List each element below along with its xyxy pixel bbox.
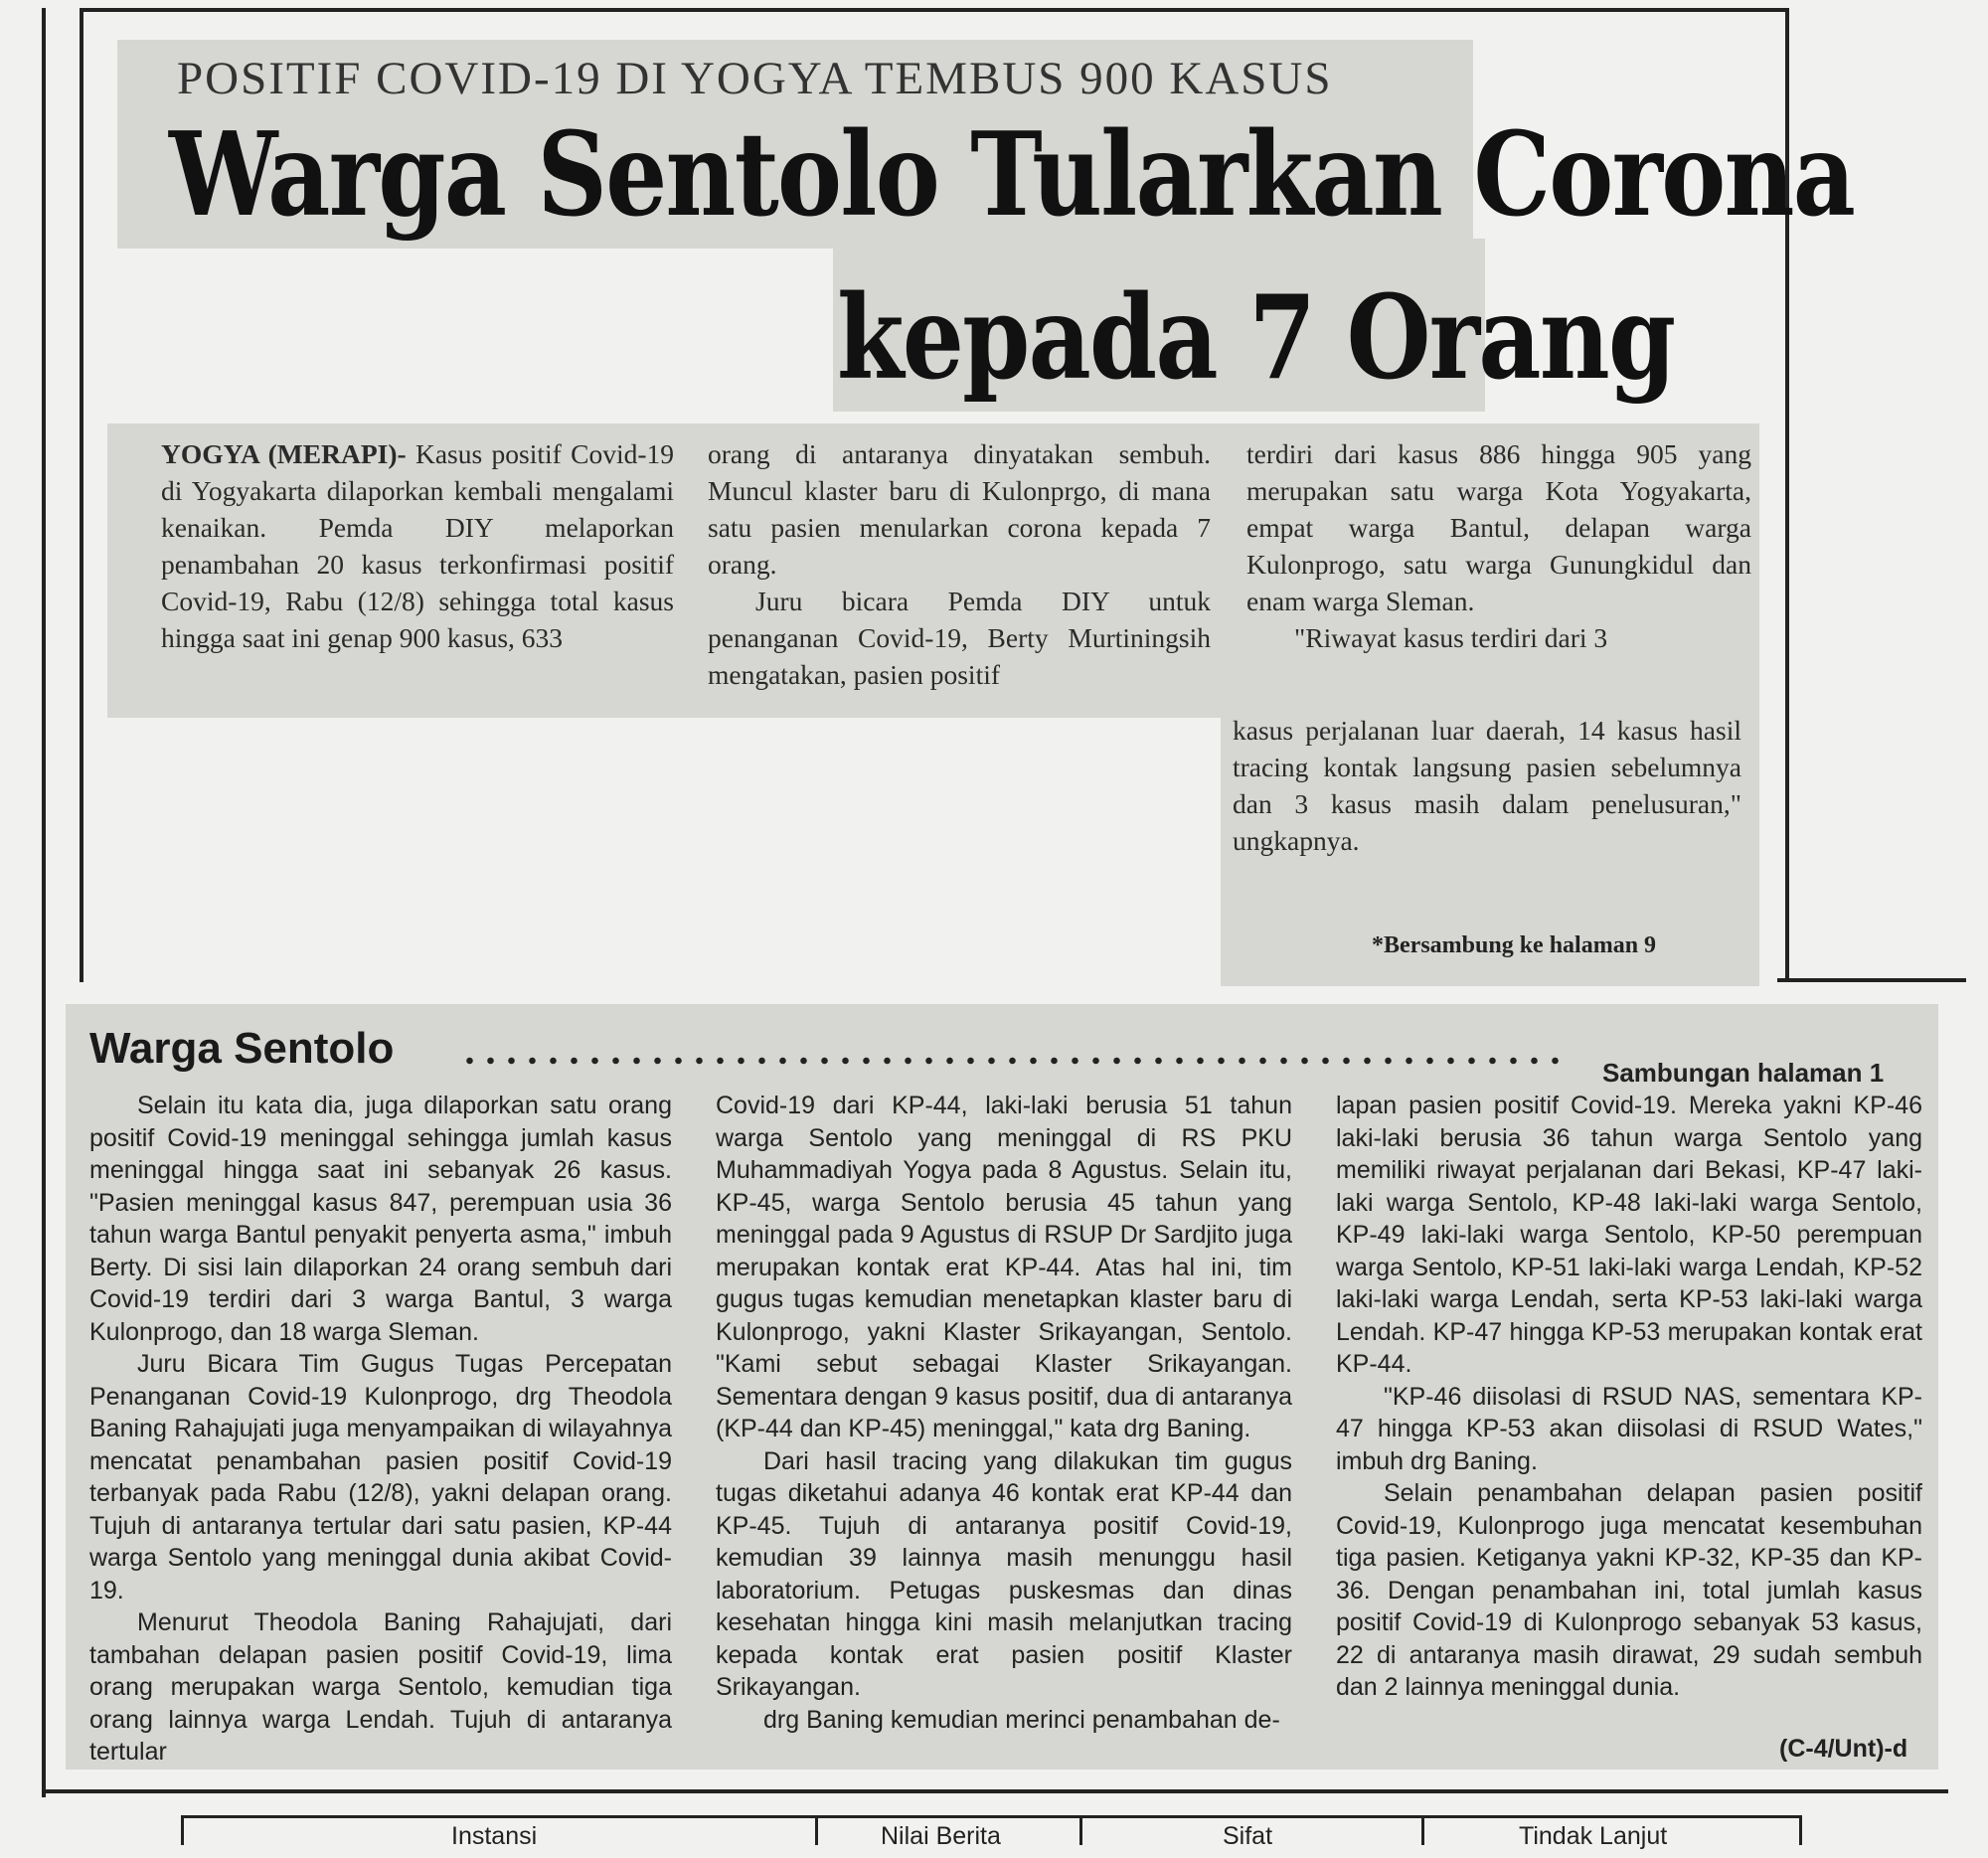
cont-col3-p3: Selain penambahan delapan pasien positif Covid-19, Kulonprogo juga mencatat kesembuhan tiga pasien. Ketiganya yakni KP-32, KP-35 dan KP-36. Dengan penambahan ini, total jumlah kasus positif Covid-19 di Kulonprogo sebanyak 53 kasus, 22 di antaranya masih dirawat, 29 sudah sembuh dan 2 lainnya meninggal dunia. [1336,1479,1922,1701]
continuation-column-2 [716,1090,1292,1736]
table-divider [1799,1815,1802,1845]
article-kicker: POSITIF COVID-19 DI YOGYA TEMBUS 900 KASUS [177,53,1333,104]
table-divider [1421,1815,1424,1845]
cont-col2-p1: Covid-19 dari KP-44, laki-laki berusia 51 tahun warga Sentolo yang meninggal di RS PKU Muhammadiyah Yogya pada 8 Agustus. Selain itu, KP-45, warga Sentolo berusia 45 tahun yang meninggal pada 9 Agustus di RSUP Dr Sardjito juga merupakan kontak erat KP-44. Atas hal ini, tim gugus tugas kemudian menetapkan klaster baru di Kulonprogo, yakni Klaster Srikayangan, Sentolo. "Kami sebut sebagai Klaster Srikayangan. Sementara dengan 9 kasus positif, dua di antaranya (KP-44 dan KP-45) meninggal," kata drg Baning. [716,1092,1292,1442]
continuation-title: Warga Sentolo [89,1024,395,1073]
cont-col3-p2: "KP-46 diisolasi di RSUD NAS, sementara KP-47 hingga KP-53 akan diisolasi di RSUD Wates," imbuh drg Baning. [1336,1382,1922,1475]
article-col3-p2: "Riwayat kasus terdiri dari 3 [1294,622,1608,653]
continuation-from-page: Sambungan halaman 1 [1602,1058,1885,1088]
table-header-instansi: Instansi [451,1822,538,1850]
cont-col1-p1: Selain itu kata dia, juga dilaporkan satu orang positif Covid-19 meninggal sehingga jumlah kasus meninggal hingga saat ini sebanyak 26 kasus. "Pasien meninggal kasus 847, perempuan usia 36 tahun warga Bantul penyakit penyerta asma," imbuh Berty. Di sisi lain dilaporkan 24 orang sembuh dari Covid-19 terdiri dari 3 warga Bantul, 3 warga Kulonprogo, dan 18 warga Sleman. [89,1092,672,1346]
article-col3-p1: terdiri dari kasus 886 hingga 905 yang merupakan satu warga Kota Yogyakarta, empat warga Bantul, delapan warga Kulonprogo, satu warga Gunungkidul dan enam warga Sleman. [1246,438,1751,616]
article-col2-p1: orang di antaranya dinyatakan sembuh. Muncul klaster baru di Kulonprgo, di mana satu pasien menularkan corona kepada 7 orang. [708,438,1211,580]
table-divider [1079,1815,1082,1845]
article-column-3 [1246,435,1751,656]
continued-note: *Bersambung ke halaman 9 [1372,932,1657,958]
cont-col2-p2: Dari hasil tracing yang dilakukan tim gugus tugas diketahui adanya 46 kontak erat KP-44 dan KP-45. Tujuh di antaranya positif Covid-19, kemudian 39 lainnya masih menunggu hasil laboratorium. Petugas puskesmas dan dinas kesehatan hingga kini masih melanjutkan tracing kepada kontak erat pasien positif Klaster Srikayangan. [716,1446,1292,1701]
article-headline-line2: kepada 7 Orang [837,270,1675,406]
cont-col2-p3: drg Baning kemudian merinci penambahan de- [763,1705,1280,1734]
cont-col3-p1: lapan pasien positif Covid-19. Mereka yakni KP-46 laki-laki berusia 36 tahun warga Sentolo yang memiliki riwayat perjalanan dari Bekasi, KP-47 laki-laki warga Sentolo, KP-48 laki-laki warga Sentolo, KP-49 laki-laki warga Sentolo, KP-50 perempuan warga Sentolo, KP-51 laki-laki warga Lendah, KP-52 laki-laki warga Lendah, serta KP-53 laki-laki warga Lendah. KP-47 hingga KP-53 merupakan kontak erat KP-44. [1336,1092,1922,1378]
dotted-leader [459,1056,1571,1066]
article-col4-text: kasus perjalanan luar daerah, 14 kasus hasil tracing kontak langsung pasien sebelumnya dan 3 kasus masih dalam penelusuran," ungkapnya. [1233,715,1741,856]
article-col2-p2: Juru bicara Pemda DIY untuk penanganan Covid-19, Berty Murtiningsih mengatakan, pasien positif [708,586,1211,690]
article-col1-text: Kasus positif Covid-19 di Yogyakarta dilaporkan kembali mengalami kenaikan. Pemda DIY melaporkan penambahan 20 kasus terkonfirmasi positif Covid-19, Rabu (12/8) sehingga total kasus hingga saat ini genap 900 kasus, 633 [161,438,675,653]
cont-col1-p3: Menurut Theodola Baning Rahajujati, dari tambahan delapan pasien positif Covid-19, lima orang merupakan warga Sentolo, kemudian tiga orang lainnya warga Lendah. Tujuh di antaranya tertular [89,1608,672,1766]
clipping-frame-bottom [42,1789,1948,1793]
cont-col1-p2: Juru Bicara Tim Gugus Tugas Percepatan Penanganan Covid-19 Kulonprogo, drg Theodola Baning Rahajujati juga menyampaikan di wilayahnya mencatat penambahan pasien positif Covid-19 terbanyak pada Rabu (12/8), yakni delapan orang. Tujuh di antaranya tertular dari satu pasien, KP-44 warga Sentolo yang meninggal dunia akibat Covid-19. [89,1350,672,1605]
table-header-nilai-berita: Nilai Berita [881,1822,1001,1850]
continuation-column-1 [89,1090,672,1769]
article-column-1 [161,435,674,656]
table-header-tindak-lanjut: Tindak Lanjut [1519,1822,1668,1850]
dateline: YOGYA (MERAPI)- [161,438,407,469]
article-headline-line1: Warga Sentolo Tularkan Corona [169,107,1855,243]
article-column-2 [708,435,1211,693]
clipping-frame-step [1777,978,1966,982]
table-header-sifat: Sifat [1223,1822,1273,1850]
continuation-column-3 [1336,1090,1922,1704]
author-signature: (C-4/Unt)-d [1779,1735,1908,1763]
article-column-4 [1233,712,1741,859]
table-divider [181,1815,184,1845]
clipping-frame-left [42,8,46,1797]
table-divider [815,1815,818,1845]
